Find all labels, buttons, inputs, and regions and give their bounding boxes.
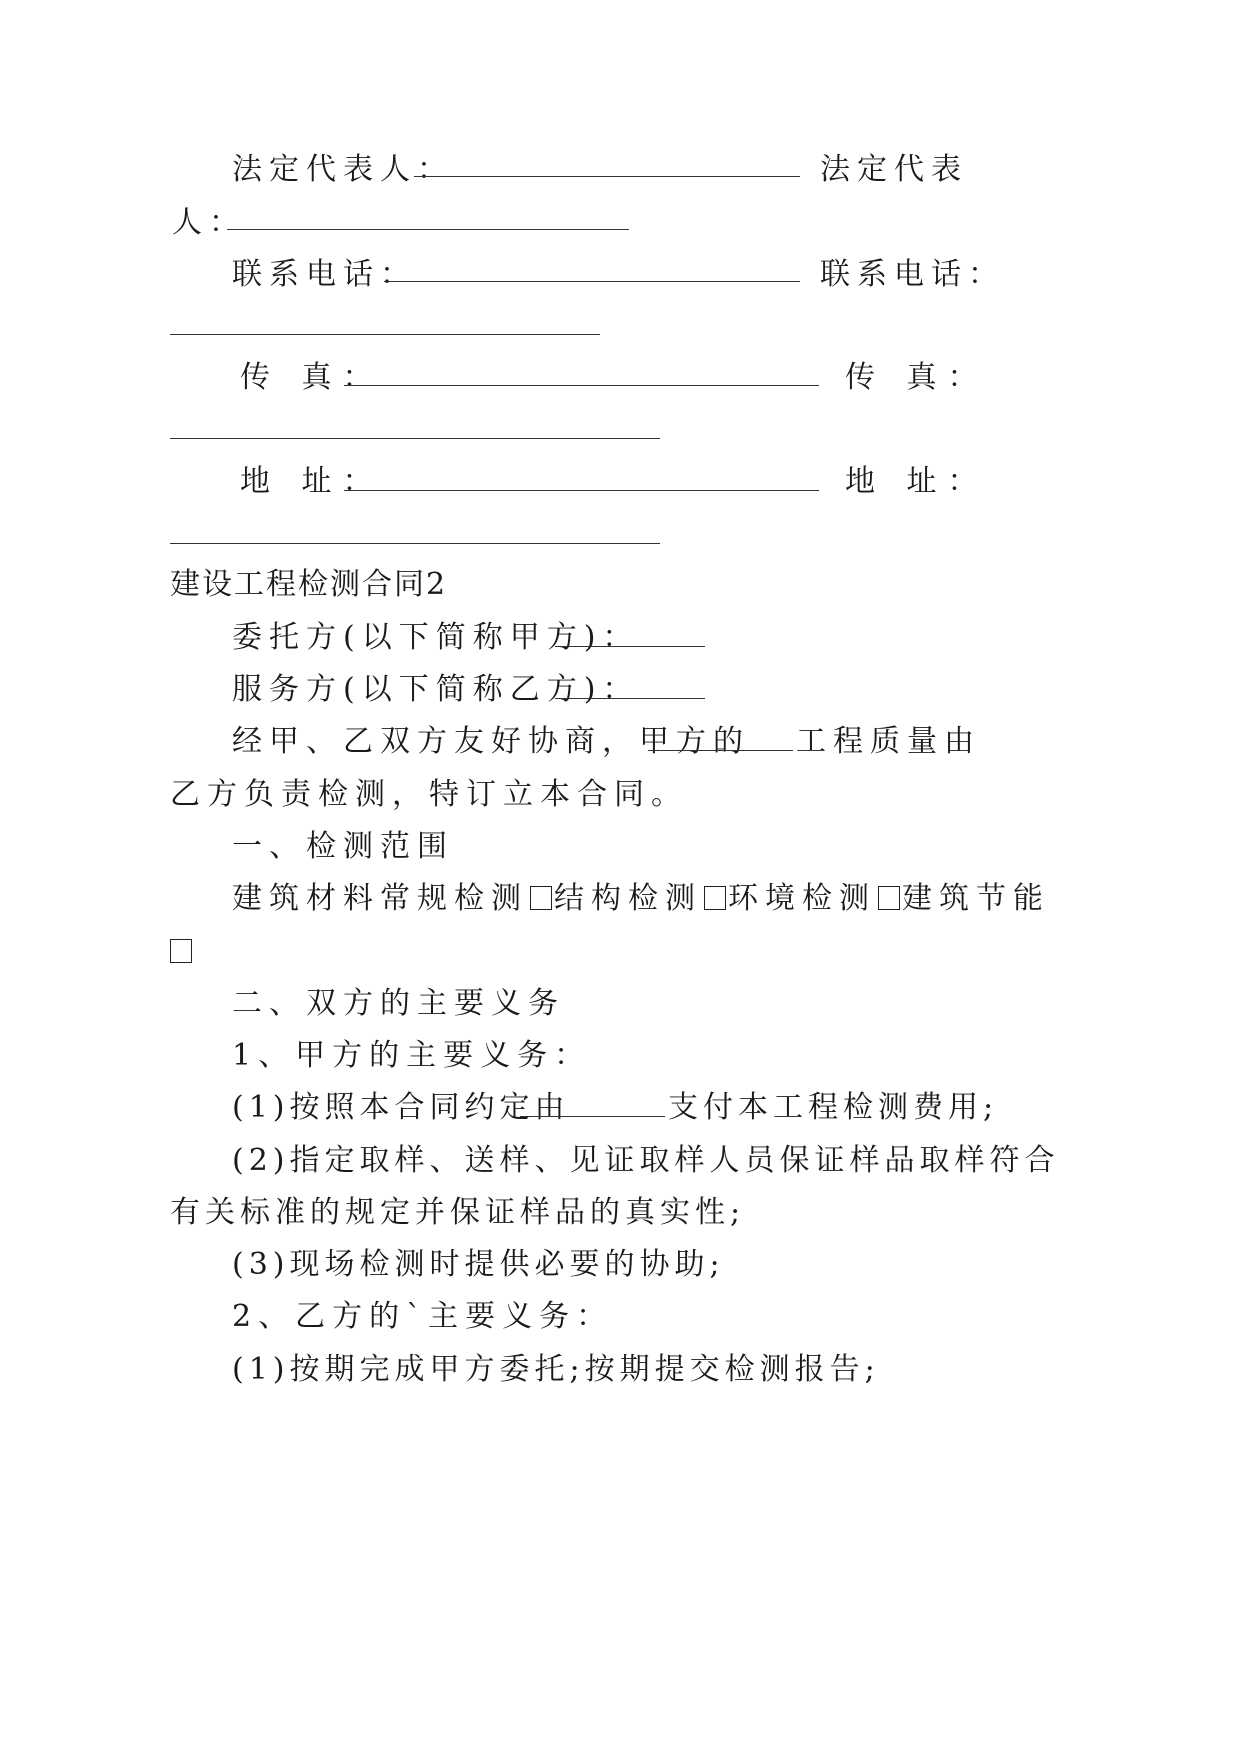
- payer-blank[interactable]: [520, 1116, 665, 1117]
- intro-line2: 乙方负责检测，特订立本合同。: [170, 777, 688, 812]
- scope-item-2: 结构检测: [554, 881, 702, 916]
- legal-rep-label-b-part2: 人：: [172, 205, 246, 240]
- phone-blank-a[interactable]: [384, 281, 800, 282]
- client-label: 委托方(以下简称甲方)：: [232, 620, 640, 655]
- legal-rep-blank-b[interactable]: [227, 229, 629, 230]
- a-duty1-part2: 支付本工程检测费用;: [668, 1090, 999, 1125]
- scope-item-3: 环境检测: [728, 881, 876, 916]
- address-blank-b[interactable]: [170, 543, 660, 544]
- contract-title: 建设工程检测合同2: [170, 567, 448, 602]
- scope-line: [232, 879, 1050, 919]
- a-duty2-line2: 有关标准的规定并保证样品的真实性;: [170, 1195, 746, 1230]
- intro-part1: 经甲、乙双方友好协商，甲方的: [232, 724, 750, 759]
- legal-rep-label-a: 法定代表人：: [232, 152, 454, 187]
- legal-rep-blank-a[interactable]: [414, 176, 800, 177]
- phone-label-a: 联系电话：: [232, 257, 417, 292]
- section1-title: 一、检测范围: [232, 829, 454, 864]
- scope-item-4: 建筑节能: [902, 881, 1050, 916]
- checkbox-1[interactable]: [530, 886, 552, 910]
- b-duty1: (1)按期完成甲方委托;按期提交检测报告;: [232, 1352, 880, 1387]
- phone-label-b: 联系电话：: [820, 257, 1005, 292]
- client-blank[interactable]: [555, 646, 705, 647]
- intro-part2: 工程质量由: [796, 724, 981, 759]
- checkbox-4-line: [170, 932, 192, 972]
- a-duty3: (3)现场检测时提供必要的协助;: [232, 1247, 725, 1282]
- scope-item-1: 建筑材料常规检测: [232, 881, 528, 916]
- checkbox-2[interactable]: [704, 886, 726, 910]
- address-label-b: 地 址：: [845, 464, 989, 499]
- fax-blank-b[interactable]: [170, 438, 660, 439]
- address-label-a: 地 址：: [240, 464, 384, 499]
- a-duty2-line1: (2)指定取样、送样、见证取样人员保证样品取样符合: [232, 1143, 1060, 1178]
- checkbox-4[interactable]: [170, 939, 192, 963]
- checkbox-3[interactable]: [878, 886, 900, 910]
- party-a-duties-title: 1、甲方的主要义务：: [232, 1038, 592, 1073]
- phone-blank-b[interactable]: [170, 334, 600, 335]
- section2-title: 二、双方的主要义务: [232, 986, 565, 1021]
- service-label: 服务方(以下简称乙方)：: [232, 672, 640, 707]
- address-blank-a[interactable]: [344, 490, 819, 491]
- service-blank[interactable]: [555, 698, 705, 699]
- a-duty1-part1: (1)按照本合同约定由: [232, 1090, 570, 1125]
- fax-blank-a[interactable]: [344, 385, 819, 386]
- fax-label-b: 传 真：: [845, 360, 989, 395]
- fax-label-a: 传 真：: [240, 360, 384, 395]
- legal-rep-label-b-part1: 法定代表: [820, 152, 968, 187]
- party-b-duties-title: 2、乙方的`主要义务：: [232, 1299, 614, 1334]
- project-name-blank[interactable]: [648, 750, 793, 751]
